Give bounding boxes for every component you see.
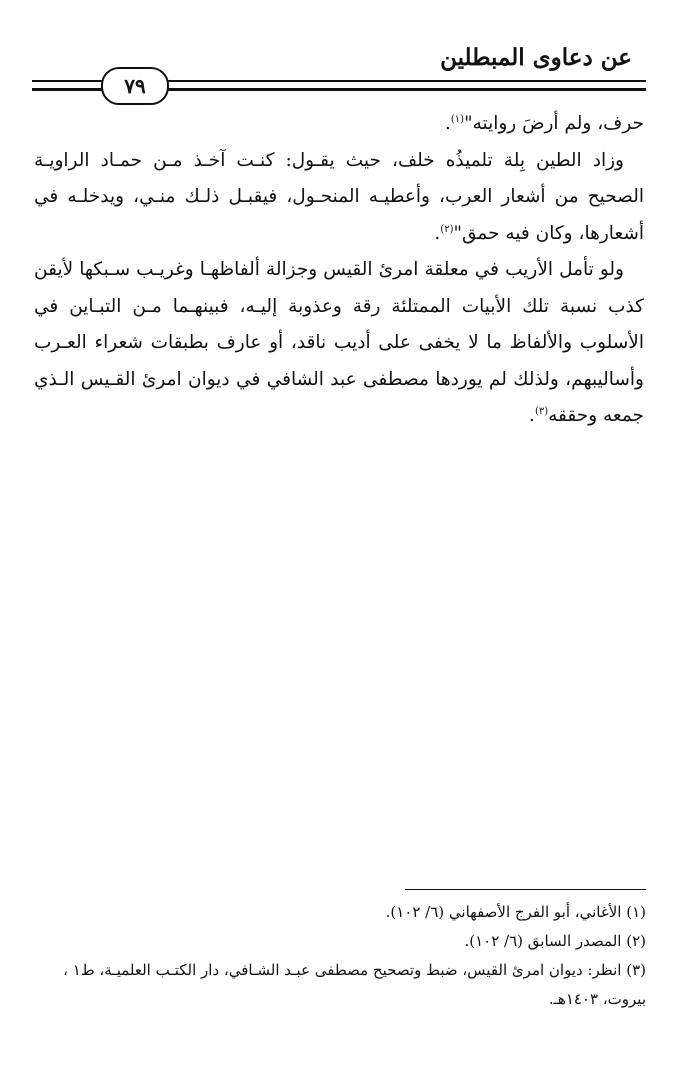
paragraph-3-text: ولو تأمل الأريب في معلقة امرئ القيس وجزالة ألفاظهـا وغريـب سـبكها لأيقن كذب نسبة تلك الأبيات الممتلئة رقة وعذوبة إليـه، فبينهـما مـن التبـاين في الأسلوب والألفاظ ما لا يخفى على أديب ناقد، أو عارف بطبقات شعراء العـرب وأساليبهم، ولذلك لم يوردها مصطفى عبد الشافي في ديوان امرئ القـيس الـذي جمعه وحققه [34,259,644,426]
paragraph-2-end: . [434,222,441,244]
main-body-text [34,106,644,435]
paragraph-2 [34,143,644,253]
footnote-3: (٣) انظر: ديوان امرئ القيس، ضبط وتصحيح مصطفى عبـد الشـافي، دار الكتـب العلميـة، ط١ ، بيروت، ١٤٠٣هـ. [63,961,646,1008]
paragraph-3-end: . [529,405,535,426]
page-number-badge: ٧٩ [101,67,169,105]
footnote-separator [405,889,646,890]
footnote-1: (١) الأغاني، أبو الفرج الأصفهاني (٦/ ١٠٢). [385,903,646,921]
footnote-ref-1: (١) [450,113,465,125]
footnote-ref-2: (٢) [440,223,454,235]
footnote-2: (٢) المصدر السابق (٦/ ١٠٢). [464,932,646,950]
paragraph-2-text: وزاد الطين بِلة تلميذُه خلف، حيث يقـول: كنـت آخـذ مـن حمـاد الراويـة الصحيح من أشعار العرب، وأعطيـه المنحـول، فيقبـل ذلـك منـي، ويدخلـه في أشعارها، وكان فيه حمق" [34,149,644,244]
running-header-title: عن دعاوى المبطلين [440,44,632,71]
paragraph-1 [34,106,644,143]
footnotes [34,898,646,1014]
paragraph-1-text: حرف، ولم أرضَ روايته" [464,113,644,134]
footnote-ref-3: (٣) [534,405,549,417]
paragraph-3 [34,252,644,435]
paragraph-1-end: . [444,113,451,134]
